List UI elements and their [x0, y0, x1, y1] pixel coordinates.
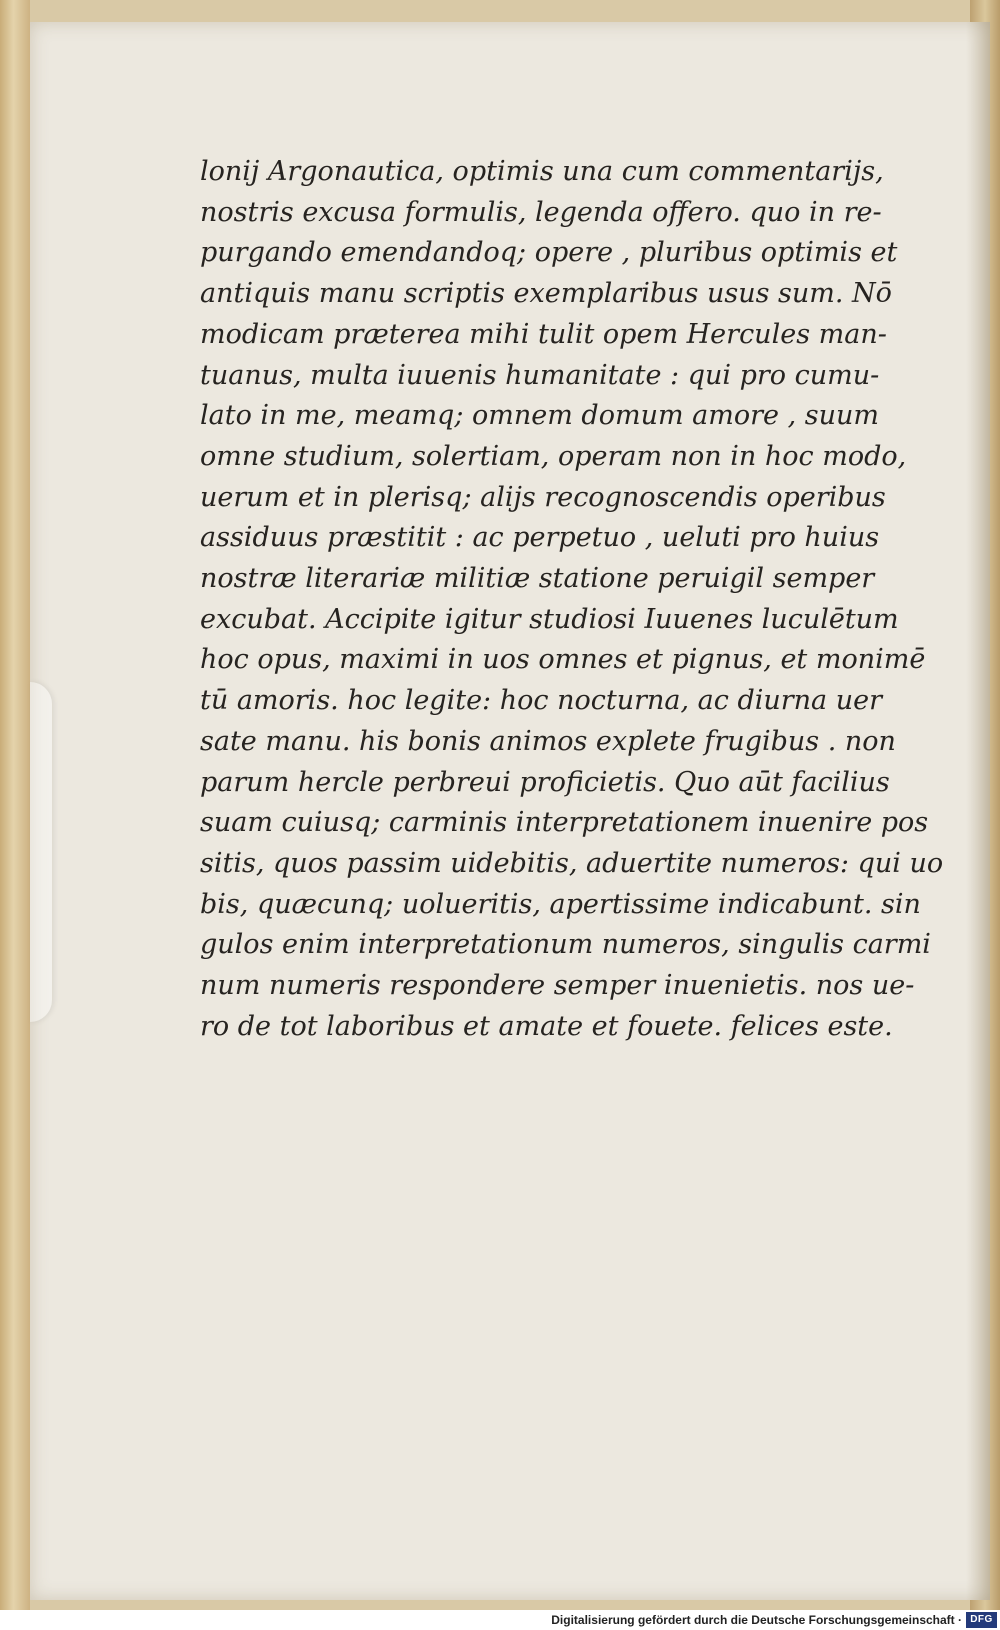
text-line: purgando emendandoq; opere , pluribus optimis et — [200, 237, 898, 269]
text-line: ro de tot laboribus et amate et fouete. felices este. — [200, 1010, 893, 1042]
text-line: antiquis manu scriptis exemplaribus usus sum. Nō — [200, 278, 892, 310]
text-line: excubat. Accipite igitur studiosi Iuuenes luculētum — [200, 603, 899, 635]
dfg-credit-text: Digitalisierung gefördert durch die Deutsche Forschungsgemeinschaft · — [551, 1613, 962, 1627]
transparent-strip — [30, 682, 52, 1022]
text-line: nostris excusa formulis, legenda offero. quo in re- — [200, 196, 882, 228]
text-line: hoc opus, maximi in uos omnes et pignus, et monimē — [200, 644, 926, 676]
text-line: nostrӕ literariӕ militiӕ statione peruigil semper — [200, 563, 875, 595]
text-line: suam cuiusq; carminis interpretationem inuenire pos — [200, 807, 929, 839]
text-line: tuanus, multa iuuenis humanitate : qui pro cumu- — [200, 359, 880, 391]
binding-left — [0, 0, 30, 1610]
latin-text-block — [200, 152, 944, 1047]
text-line: omne studium, solertiam, operam non in hoc modo, — [200, 440, 907, 472]
book-page — [30, 22, 990, 1600]
text-line: sitis, quos passim uidebitis, aduertite numeros: qui uo — [200, 847, 944, 879]
text-line: modicam prӕterea mihi tulit opem Hercules man- — [200, 318, 887, 350]
text-line: uerum et in plerisq; alijs recognoscendis operibus — [200, 481, 886, 513]
text-line: gulos enim interpretationum numeros, singulis carmi — [200, 929, 931, 961]
text-line: tū amoris. hoc legite: hoc nocturna, ac diurna uer — [200, 685, 883, 717]
text-line: lonij Argonautica, optimis una cum commentarijs, — [200, 156, 884, 187]
text-line: parum hercle perbreui proficietis. Quo aūt facilius — [200, 766, 890, 798]
page-edge-shadow — [966, 22, 990, 1600]
text-line: lato in me, meamq; omnem domum amore , suum — [200, 400, 879, 432]
text-line: num numeris respondere semper inuenietis. nos ue- — [200, 970, 915, 1002]
footer-bar — [0, 1610, 1000, 1630]
text-line: bis, quӕcunq; uolueritis, apertissime indicabunt. sin — [200, 888, 921, 920]
dfg-logo: DFG — [966, 1612, 997, 1628]
text-line: assiduus prӕstitit : ac perpetuo , ueluti pro huius — [200, 522, 880, 554]
text-line: sate manu. his bonis animos explete frugibus . non — [200, 725, 896, 757]
